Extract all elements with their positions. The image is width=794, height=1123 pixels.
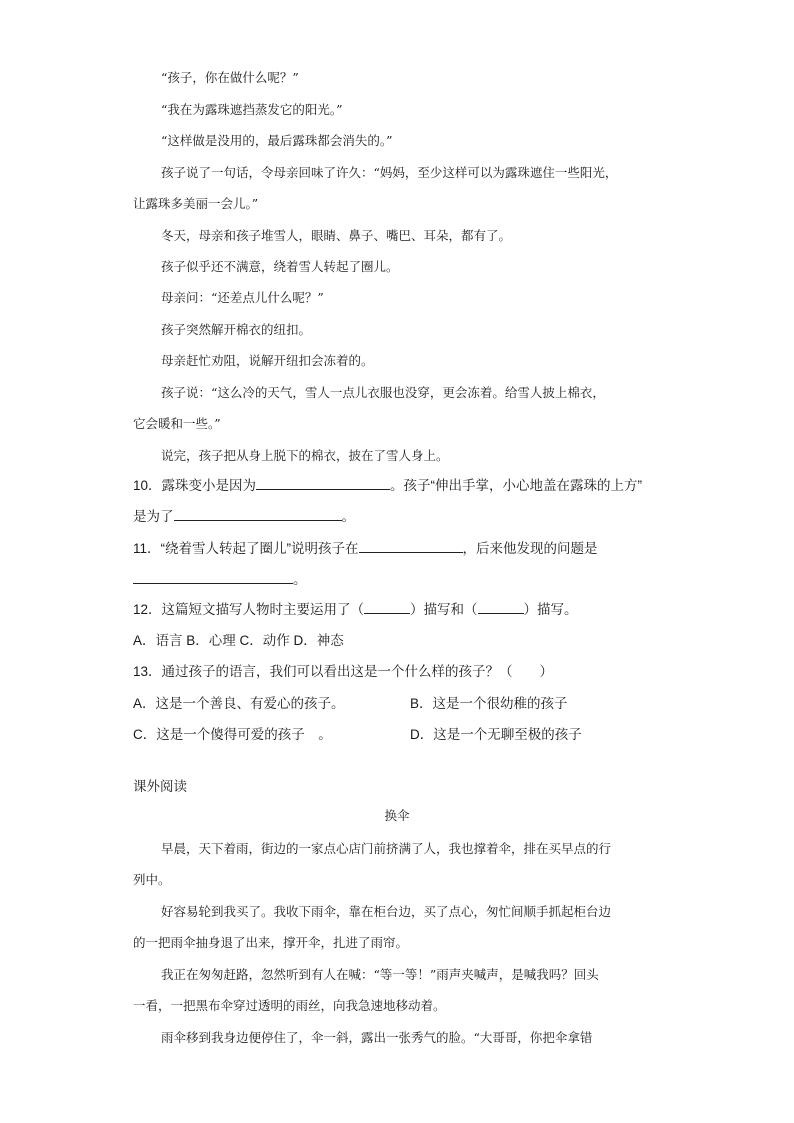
story1-paragraph: 孩子突然解开棉衣的纽扣。: [161, 322, 312, 337]
question-10-cont: [133, 505, 355, 525]
answer-blank[interactable]: [256, 475, 390, 490]
question-text: 。: [341, 509, 355, 524]
question-12-options: A．语言 B．心理 C．动作 D．神态: [133, 633, 344, 648]
story2-paragraph: 我正在匆匆赶路，忽然听到有人在喊：“等一等！”雨声夹喊声，是喊我吗？回头: [161, 967, 599, 982]
question-12: [133, 598, 578, 618]
story2-paragraph: 好容易轮到我买了。我收下雨伞，靠在柜台边，买了点心，匆忙间顺手抓起柜台边: [161, 904, 612, 919]
story1-paragraph: 它会暖和一些。”: [133, 416, 221, 431]
story1-paragraph: “这样做是没用的，最后露珠都会消失的。”: [161, 133, 393, 148]
story2-paragraph: 一看，一把黑布伞穿过透明的雨丝，向我急速地移动着。: [133, 998, 446, 1013]
question-11: [133, 537, 598, 557]
story2-paragraph: 列中。: [133, 872, 171, 887]
story1-paragraph: 让露珠多美丽一会儿。”: [133, 196, 259, 211]
story1-paragraph: 孩子说了一句话，令母亲回味了许久：“妈妈，至少这样可以为露珠遮住一些阳光，: [161, 165, 618, 180]
story1-paragraph: 母亲赶忙劝阻，说解开纽扣会冻着的。: [161, 353, 374, 368]
story1-paragraph: 冬天，母亲和孩子堆雪人，眼睛、鼻子、嘴巴、耳朵，都有了。: [161, 228, 512, 243]
question-11-cont: [133, 568, 307, 588]
story2-title: 换伞: [384, 808, 410, 823]
question-text: 11．“绕着雪人转起了圈儿”说明孩子在: [133, 541, 359, 556]
question-text: 。: [293, 572, 307, 587]
option-c[interactable]: C．这是一个傻得可爱的孩子 。: [133, 727, 332, 742]
section-heading: 课外阅读: [133, 779, 187, 794]
question-text: 10．露珠变小是因为: [133, 478, 257, 493]
story2-paragraph: 雨伞移到我身边便停住了，伞一斜，露出一张秀气的脸。“大哥哥，你把伞拿错: [161, 1030, 593, 1045]
story2-paragraph: 的一把雨伞抽身退了出来，撑开伞，扎进了雨帘。: [133, 935, 409, 950]
question-13: 13．通过孩子的语言，我们可以看出这是一个什么样的孩子？（ ）: [133, 664, 554, 679]
question-10: [133, 474, 642, 494]
option-d[interactable]: D．这是一个无聊至极的孩子: [410, 727, 582, 742]
story1-paragraph: 说完，孩子把从身上脱下的棉衣，披在了雪人身上。: [161, 448, 449, 463]
option-a[interactable]: A．这是一个善良、有爱心的孩子。: [133, 696, 345, 711]
story2-paragraph: 早晨，天下着雨，街边的一家点心店门前挤满了人，我也撑着伞，排在买早点的行: [161, 841, 612, 856]
answer-blank[interactable]: [478, 599, 524, 614]
question-text: 12．这篇短文描写人物时主要运用了（: [133, 602, 365, 617]
answer-blank[interactable]: [364, 599, 410, 614]
option-b[interactable]: B．这是一个很幼稚的孩子: [410, 696, 568, 711]
question-text: ）描写。: [523, 602, 578, 617]
story1-paragraph: “我在为露珠遮挡蒸发它的阳光。”: [161, 102, 343, 117]
answer-blank[interactable]: [359, 538, 463, 553]
story1-paragraph: 母亲问：“还差点儿什么呢？”: [161, 290, 324, 305]
answer-blank[interactable]: [174, 506, 342, 521]
question-text: 。孩子“伸出手掌，小心地盖在露珠的上方”: [390, 478, 643, 493]
story1-paragraph: 孩子说：“这么冷的天气，雪人一点儿衣服也没穿，更会冻着。给雪人披上棉衣，: [161, 385, 605, 400]
question-text: ，后来他发现的问题是: [462, 541, 598, 556]
question-text: ）描写和（: [410, 602, 478, 617]
answer-blank[interactable]: [133, 569, 293, 584]
question-text: 是为了: [133, 509, 174, 524]
story1-paragraph: 孩子似乎还不满意，绕着雪人转起了圈儿。: [161, 259, 399, 274]
story1-paragraph: “孩子，你在做什么呢？”: [161, 70, 299, 85]
